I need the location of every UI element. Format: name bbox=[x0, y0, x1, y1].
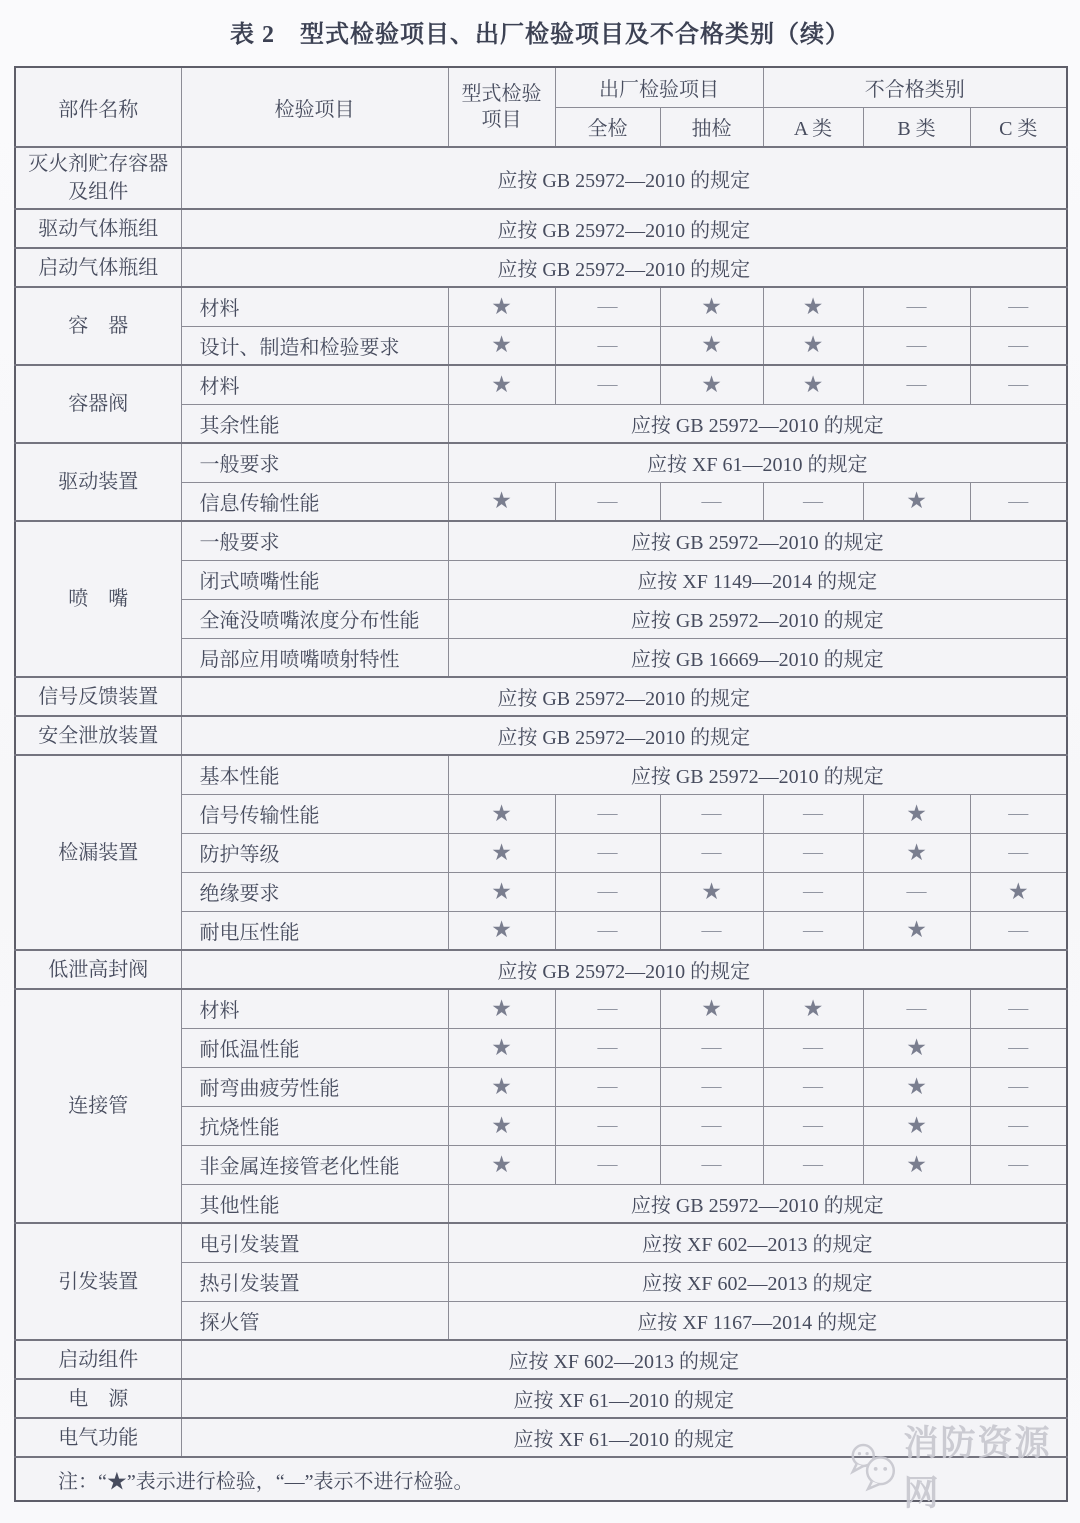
table-body bbox=[15, 147, 1067, 1457]
header-type-inspection bbox=[448, 67, 555, 147]
dash-mark: — bbox=[970, 1067, 1067, 1106]
inspection-item-cell: 局部应用喷嘴喷射特性 bbox=[181, 638, 448, 677]
dash-mark: — bbox=[555, 794, 660, 833]
star-mark: ★ bbox=[660, 287, 763, 326]
requirement-reference-cell: 应按 XF 61—2010 的规定 bbox=[448, 443, 1067, 482]
requirement-reference-cell: 应按 XF 602—2013 的规定 bbox=[448, 1223, 1067, 1262]
dash-mark: — bbox=[555, 326, 660, 365]
component-name-cell: 信号反馈装置 bbox=[15, 677, 181, 716]
inspection-item-cell: 材料 bbox=[181, 989, 448, 1028]
dash-mark: — bbox=[555, 1106, 660, 1145]
dash-mark: — bbox=[555, 989, 660, 1028]
inspection-item-cell: 信息传输性能 bbox=[181, 482, 448, 521]
dash-mark: — bbox=[660, 1028, 763, 1067]
component-name-cell: 容器阀 bbox=[15, 365, 181, 443]
header-full-check: 全检 bbox=[555, 107, 660, 147]
dash-mark: — bbox=[763, 1067, 863, 1106]
star-mark: ★ bbox=[448, 989, 555, 1028]
dash-mark: — bbox=[763, 833, 863, 872]
star-mark: ★ bbox=[763, 989, 863, 1028]
star-mark: ★ bbox=[448, 911, 555, 950]
dash-mark: — bbox=[763, 911, 863, 950]
watermark-text: 消防资源网 bbox=[903, 1424, 1052, 1513]
component-name-cell: 电气功能 bbox=[15, 1418, 181, 1457]
requirement-reference-cell: 应按 GB 25972—2010 的规定 bbox=[181, 716, 1067, 755]
dash-mark: — bbox=[970, 989, 1067, 1028]
dash-mark: — bbox=[555, 872, 660, 911]
inspection-item-cell: 耐电压性能 bbox=[181, 911, 448, 950]
star-mark: ★ bbox=[448, 1106, 555, 1145]
inspection-item-cell: 防护等级 bbox=[181, 833, 448, 872]
inspection-item-cell: 探火管 bbox=[181, 1301, 448, 1340]
dash-mark: — bbox=[555, 833, 660, 872]
requirement-reference-cell: 应按 GB 25972—2010 的规定 bbox=[448, 521, 1067, 560]
dash-mark: — bbox=[660, 1067, 763, 1106]
star-mark: ★ bbox=[863, 911, 970, 950]
star-mark: ★ bbox=[660, 872, 763, 911]
star-mark: ★ bbox=[448, 365, 555, 404]
dash-mark: — bbox=[970, 911, 1067, 950]
dash-mark: — bbox=[970, 794, 1067, 833]
star-mark: ★ bbox=[970, 872, 1067, 911]
star-mark: ★ bbox=[863, 833, 970, 872]
star-mark: ★ bbox=[863, 794, 970, 833]
header-sample-check: 抽检 bbox=[660, 107, 763, 147]
star-mark: ★ bbox=[448, 1067, 555, 1106]
dash-mark: — bbox=[555, 482, 660, 521]
inspection-item-cell: 电引发装置 bbox=[181, 1223, 448, 1262]
component-name-cell: 安全泄放装置 bbox=[15, 716, 181, 755]
star-mark: ★ bbox=[863, 482, 970, 521]
dash-mark: — bbox=[970, 1028, 1067, 1067]
dash-mark: — bbox=[970, 482, 1067, 521]
requirement-reference-cell: 应按 GB 25972—2010 的规定 bbox=[448, 1184, 1067, 1223]
dash-mark: — bbox=[863, 872, 970, 911]
component-name-cell: 引发装置 bbox=[15, 1223, 181, 1340]
header-class-a: A 类 bbox=[763, 107, 863, 147]
requirement-reference-cell: 应按 XF 1167—2014 的规定 bbox=[448, 1301, 1067, 1340]
component-name-cell: 喷 嘴 bbox=[15, 521, 181, 677]
inspection-item-cell: 耐低温性能 bbox=[181, 1028, 448, 1067]
dash-mark: — bbox=[555, 287, 660, 326]
table-title: 表 2 型式检验项目、出厂检验项目及不合格类别（续） bbox=[230, 22, 850, 48]
component-name-cell: 灭火剂贮存容器 及组件 bbox=[15, 147, 181, 209]
dash-mark: — bbox=[970, 833, 1067, 872]
requirement-reference-cell: 应按 GB 25972—2010 的规定 bbox=[448, 599, 1067, 638]
requirement-reference-cell: 应按 GB 25972—2010 的规定 bbox=[448, 404, 1067, 443]
dash-mark: — bbox=[660, 833, 763, 872]
requirement-reference-cell: 应按 GB 25972—2010 的规定 bbox=[181, 248, 1067, 287]
dash-mark: — bbox=[660, 911, 763, 950]
requirement-reference-cell: 应按 GB 25972—2010 的规定 bbox=[448, 755, 1067, 794]
star-mark: ★ bbox=[448, 794, 555, 833]
dash-mark: — bbox=[970, 287, 1067, 326]
star-mark: ★ bbox=[448, 1145, 555, 1184]
inspection-item-cell: 闭式喷嘴性能 bbox=[181, 560, 448, 599]
requirement-reference-cell: 应按 XF 61—2010 的规定 bbox=[181, 1418, 1067, 1457]
dash-mark: — bbox=[863, 287, 970, 326]
dash-mark: — bbox=[763, 872, 863, 911]
inspection-item-cell: 基本性能 bbox=[181, 755, 448, 794]
requirement-reference-cell: 应按 GB 25972—2010 的规定 bbox=[181, 677, 1067, 716]
inspection-table bbox=[14, 66, 1068, 1502]
requirement-reference-cell: 应按 GB 25972—2010 的规定 bbox=[181, 950, 1067, 989]
star-mark: ★ bbox=[448, 833, 555, 872]
star-mark: ★ bbox=[448, 287, 555, 326]
inspection-item-cell: 全淹没喷嘴浓度分布性能 bbox=[181, 599, 448, 638]
header-class-b: B 类 bbox=[863, 107, 970, 147]
dash-mark: — bbox=[970, 365, 1067, 404]
requirement-reference-cell: 应按 XF 1149—2014 的规定 bbox=[448, 560, 1067, 599]
header-inspection-item: 检验项目 bbox=[181, 67, 448, 147]
inspection-item-cell: 信号传输性能 bbox=[181, 794, 448, 833]
star-mark: ★ bbox=[763, 287, 863, 326]
inspection-item-cell: 耐弯曲疲劳性能 bbox=[181, 1067, 448, 1106]
dash-mark: — bbox=[660, 482, 763, 521]
requirement-reference-cell: 应按 GB 25972—2010 的规定 bbox=[181, 147, 1067, 209]
component-name-cell: 驱动装置 bbox=[15, 443, 181, 521]
header-component-name: 部件名称 bbox=[15, 67, 181, 147]
dash-mark: — bbox=[555, 365, 660, 404]
star-mark: ★ bbox=[448, 482, 555, 521]
component-name-cell: 连接管 bbox=[15, 989, 181, 1223]
inspection-item-cell: 绝缘要求 bbox=[181, 872, 448, 911]
table-footer bbox=[15, 1457, 1067, 1501]
star-mark: ★ bbox=[448, 872, 555, 911]
requirement-reference-cell: 应按 XF 61—2010 的规定 bbox=[181, 1379, 1067, 1418]
star-mark: ★ bbox=[863, 1028, 970, 1067]
dash-mark: — bbox=[763, 1106, 863, 1145]
star-mark: ★ bbox=[660, 365, 763, 404]
requirement-reference-cell: 应按 XF 602—2013 的规定 bbox=[181, 1340, 1067, 1379]
dash-mark: — bbox=[863, 326, 970, 365]
dash-mark: — bbox=[970, 1145, 1067, 1184]
dash-mark: — bbox=[763, 794, 863, 833]
inspection-item-cell: 一般要求 bbox=[181, 443, 448, 482]
component-name-cell: 容 器 bbox=[15, 287, 181, 365]
dash-mark: — bbox=[660, 1106, 763, 1145]
dash-mark: — bbox=[555, 1145, 660, 1184]
table-note: 注：“★”表示进行检验，“—”表示不进行检验。 bbox=[15, 1457, 1067, 1501]
component-name-cell: 低泄高封阀 bbox=[15, 950, 181, 989]
star-mark: ★ bbox=[448, 1028, 555, 1067]
inspection-item-cell: 一般要求 bbox=[181, 521, 448, 560]
header-type-inspection-line1: 型式检验 bbox=[461, 83, 542, 105]
requirement-reference-cell: 应按 GB 25972—2010 的规定 bbox=[181, 209, 1067, 248]
dash-mark: — bbox=[763, 1145, 863, 1184]
component-name-cell: 启动组件 bbox=[15, 1340, 181, 1379]
star-mark: ★ bbox=[863, 1145, 970, 1184]
requirement-reference-cell: 应按 XF 602—2013 的规定 bbox=[448, 1262, 1067, 1301]
requirement-reference-cell: 应按 GB 16669—2010 的规定 bbox=[448, 638, 1067, 677]
star-mark: ★ bbox=[660, 326, 763, 365]
inspection-item-cell: 非金属连接管老化性能 bbox=[181, 1145, 448, 1184]
dash-mark: — bbox=[763, 1028, 863, 1067]
dash-mark: — bbox=[863, 365, 970, 404]
component-name-cell: 启动气体瓶组 bbox=[15, 248, 181, 287]
component-name-cell: 驱动气体瓶组 bbox=[15, 209, 181, 248]
inspection-item-cell: 材料 bbox=[181, 365, 448, 404]
dash-mark: — bbox=[863, 989, 970, 1028]
inspection-item-cell: 设计、制造和检验要求 bbox=[181, 326, 448, 365]
header-type-inspection-line2: 项目 bbox=[481, 109, 522, 131]
dash-mark: — bbox=[660, 794, 763, 833]
header-class-c: C 类 bbox=[970, 107, 1067, 147]
component-name-cell: 检漏装置 bbox=[15, 755, 181, 950]
star-mark: ★ bbox=[763, 326, 863, 365]
star-mark: ★ bbox=[863, 1067, 970, 1106]
dash-mark: — bbox=[555, 911, 660, 950]
star-mark: ★ bbox=[763, 365, 863, 404]
dash-mark: — bbox=[970, 326, 1067, 365]
star-mark: ★ bbox=[863, 1106, 970, 1145]
inspection-item-cell: 热引发装置 bbox=[181, 1262, 448, 1301]
inspection-item-cell: 其余性能 bbox=[181, 404, 448, 443]
inspection-item-cell: 抗烧性能 bbox=[181, 1106, 448, 1145]
inspection-item-cell: 材料 bbox=[181, 287, 448, 326]
table-header bbox=[15, 67, 1067, 147]
header-factory-inspection: 出厂检验项目 bbox=[555, 67, 763, 107]
dash-mark: — bbox=[555, 1067, 660, 1106]
header-nonconformity-category: 不合格类别 bbox=[763, 67, 1067, 107]
component-name-cell: 电 源 bbox=[15, 1379, 181, 1418]
star-mark: ★ bbox=[660, 989, 763, 1028]
inspection-item-cell: 其他性能 bbox=[181, 1184, 448, 1223]
dash-mark: — bbox=[660, 1145, 763, 1184]
dash-mark: — bbox=[763, 482, 863, 521]
dash-mark: — bbox=[970, 1106, 1067, 1145]
dash-mark: — bbox=[555, 1028, 660, 1067]
star-mark: ★ bbox=[448, 326, 555, 365]
